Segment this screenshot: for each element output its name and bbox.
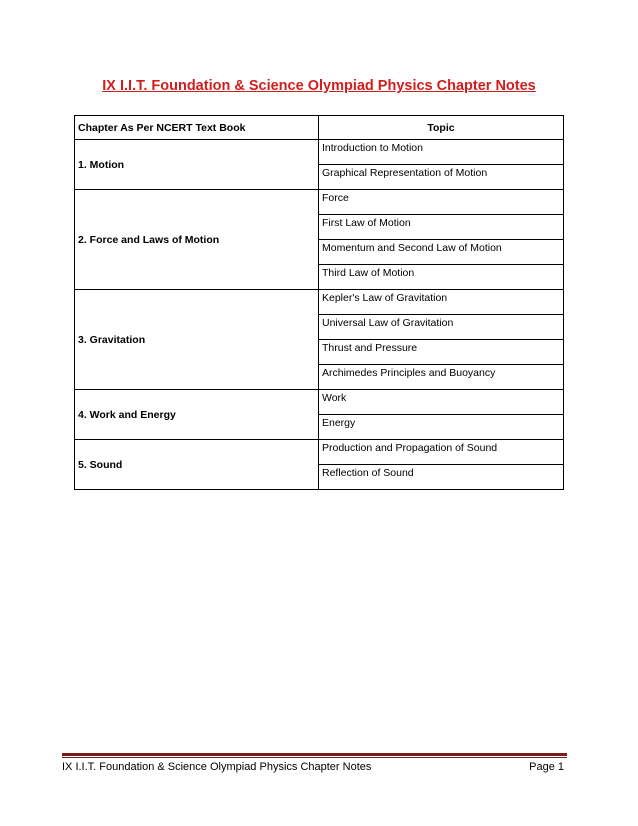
table-row bbox=[75, 290, 564, 315]
topic-cell: Work bbox=[319, 390, 564, 415]
chapter-cell: 3. Gravitation bbox=[75, 290, 319, 390]
chapter-cell: 5. Sound bbox=[75, 440, 319, 490]
footer-rule-thick bbox=[62, 753, 567, 756]
page-number: Page 1 bbox=[529, 761, 564, 773]
topic-cell: Archimedes Principles and Buoyancy bbox=[319, 365, 564, 390]
document-title: IX I.I.T. Foundation & Science Olympiad Physics Chapter Notes bbox=[102, 78, 536, 94]
chapter-cell: 1. Motion bbox=[75, 140, 319, 190]
footer-rule-thin bbox=[62, 757, 567, 758]
chapter-cell: 2. Force and Laws of Motion bbox=[75, 190, 319, 290]
topic-cell: Kepler's Law of Gravitation bbox=[319, 290, 564, 315]
table-header-row bbox=[75, 116, 564, 140]
table-row bbox=[75, 190, 564, 215]
topic-cell: First Law of Motion bbox=[319, 215, 564, 240]
topic-cell: Introduction to Motion bbox=[319, 140, 564, 165]
topic-cell: Universal Law of Gravitation bbox=[319, 315, 564, 340]
chapter-topic-table bbox=[74, 115, 564, 490]
table-row bbox=[75, 440, 564, 465]
topic-cell: Third Law of Motion bbox=[319, 265, 564, 290]
topic-cell: Reflection of Sound bbox=[319, 465, 564, 490]
topic-cell: Thrust and Pressure bbox=[319, 340, 564, 365]
footer-title: IX I.I.T. Foundation & Science Olympiad Physics Chapter Notes bbox=[62, 761, 372, 773]
table-row bbox=[75, 390, 564, 415]
table-row bbox=[75, 140, 564, 165]
topic-cell: Momentum and Second Law of Motion bbox=[319, 240, 564, 265]
topic-cell: Energy bbox=[319, 415, 564, 440]
topic-cell: Production and Propagation of Sound bbox=[319, 440, 564, 465]
chapter-cell: 4. Work and Energy bbox=[75, 390, 319, 440]
header-chapter: Chapter As Per NCERT Text Book bbox=[75, 116, 319, 140]
topic-cell: Force bbox=[319, 190, 564, 215]
topic-cell: Graphical Representation of Motion bbox=[319, 165, 564, 190]
header-topic: Topic bbox=[319, 116, 564, 140]
